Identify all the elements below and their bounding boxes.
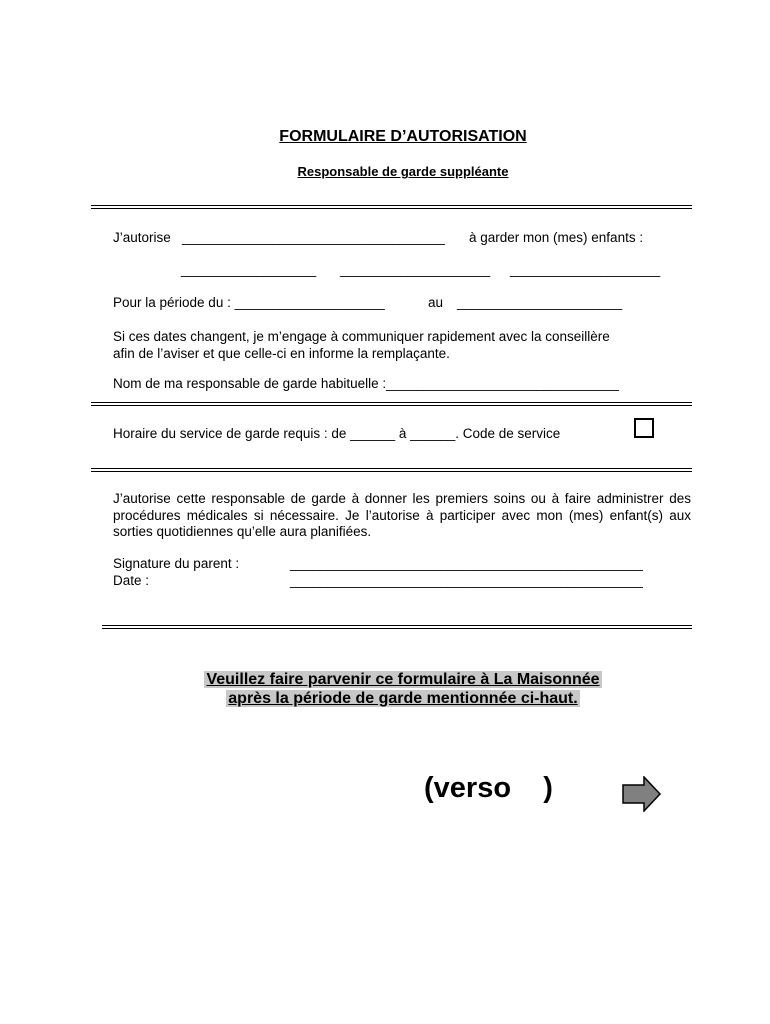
verso-label: (verso ) — [424, 772, 553, 804]
authorize-prefix: J’autorise — [113, 230, 171, 245]
authorize-name-field[interactable]: ___________________________________ — [182, 230, 445, 245]
authorize-suffix: à garder mon (mes) enfants : — [469, 230, 644, 245]
divider-top — [91, 205, 692, 206]
notice-line1: Veuillez faire parvenir ce formulaire à La Maisonnée — [206, 671, 600, 688]
schedule-field[interactable]: Horaire du service de garde requis : de ______ à ______. Code de service — [113, 426, 561, 441]
consent-text: J’autorise cette responsable de garde à donner les premiers soins ou à faire administrer des procédures médicales si nécessaire. Je l’autorise à participer avec mon (mes) enfant(s) aux sorties quotidiennes qu’elle aura planifiées. — [113, 491, 691, 539]
signature-field[interactable]: _______________________________________________ — [290, 556, 643, 571]
notice-box — [0, 670, 770, 708]
divider-2 — [91, 402, 692, 403]
child-name-field-1[interactable]: __________________ — [181, 262, 317, 277]
date-label: Date : — [113, 573, 150, 588]
dates-change-line1: Si ces dates changent, je m’engage à communiquer rapidement avec la conseillère — [113, 329, 610, 344]
form-title: FORMULAIRE D’AUTORISATION — [279, 128, 527, 145]
period-au-label: au — [428, 295, 444, 310]
service-code-checkbox[interactable] — [634, 418, 654, 438]
divider-bottom — [102, 625, 692, 626]
signature-label: Signature du parent : — [113, 556, 240, 571]
dates-change-line2: afin de l’aviser et que celle-ci en informe la remplaçante. — [113, 346, 450, 361]
period-end-field[interactable]: ______________________ — [457, 295, 623, 310]
notice-line2: après la période de garde mentionnée ci-haut. — [228, 690, 578, 707]
usual-provider-field[interactable]: Nom de ma responsable de garde habituelle :_______________________________ — [113, 376, 619, 391]
period-start-field[interactable]: Pour la période du : ____________________ — [113, 295, 385, 310]
child-name-field-2[interactable]: ____________________ — [340, 262, 491, 277]
form-subtitle: Responsable de garde suppléante — [297, 164, 509, 179]
child-name-field-3[interactable]: ____________________ — [510, 262, 661, 277]
date-field[interactable]: _______________________________________________ — [290, 573, 643, 588]
divider-3 — [91, 468, 692, 469]
right-arrow-icon[interactable] — [622, 776, 662, 812]
